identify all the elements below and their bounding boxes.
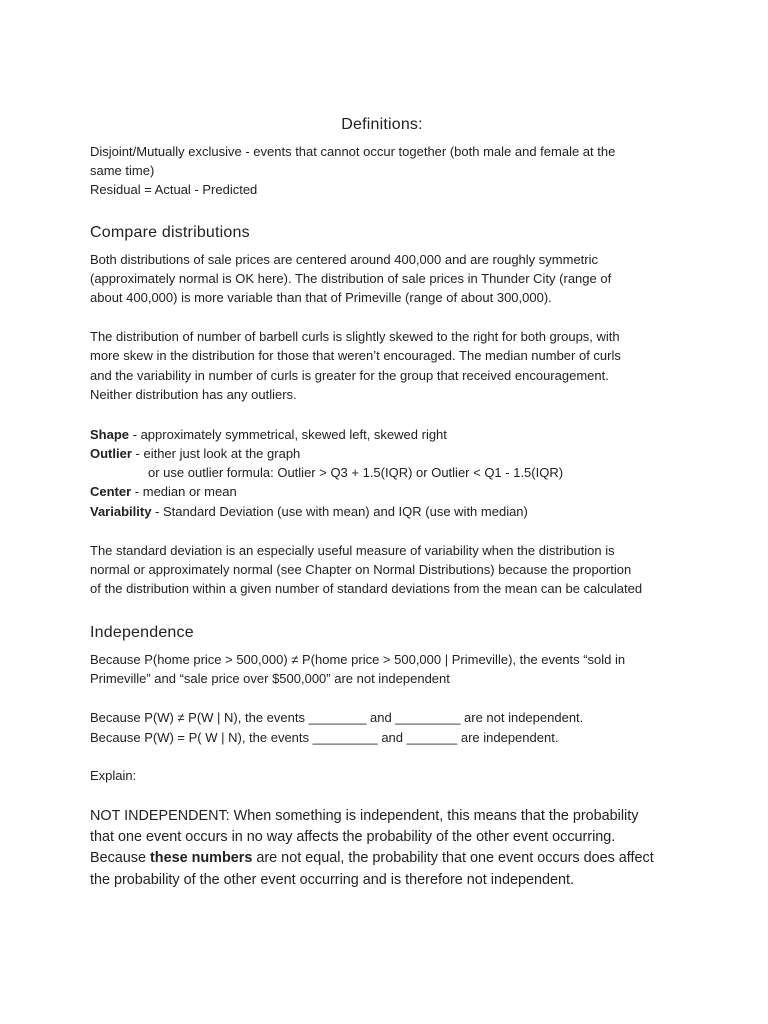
center-text: - median or mean [131, 484, 237, 499]
variability-line [90, 502, 690, 522]
outlier-formula-line: or use outlier formula: Outlier > Q3 + 1.5(IQR) or Outlier < Q1 - 1.5(IQR) [148, 465, 564, 480]
answer-line-2: that one event occurs in no way affects the probability of the other event occurring. [90, 829, 616, 845]
answer-emphasis: these numbers [150, 850, 253, 866]
definition-disjoint-line-1: Disjoint/Mutually exclusive - events that cannot occur together (both male and female at the [90, 144, 616, 159]
compare-para3-line-2: normal or approximately normal (see Chapter on Normal Distributions) because the proportion [90, 562, 632, 577]
independence-para1-line-1: Because P(home price > 500,000) ≠ P(home price > 500,000 | Primeville), the events “sold in [90, 652, 626, 667]
definition-disjoint-line-2: same time) [90, 163, 155, 178]
compare-para2-line-3: and the variability in number of curls is greater for the group that received encouragement. [90, 368, 609, 383]
shape-text: - approximately symmetrical, skewed left, skewed right [129, 427, 447, 442]
explain-label: Explain: [90, 768, 137, 783]
compare-para2-line-4: Neither distribution has any outliers. [90, 387, 297, 402]
shape-line [90, 425, 690, 445]
outlier-text: - either just look at the graph [131, 446, 301, 461]
answer-line-4: the probability of the other event occurring and is therefore not independent. [90, 872, 575, 888]
definition-residual: Residual = Actual - Predicted [90, 182, 258, 197]
not-independent-fill-line: Because P(W) ≠ P(W | N), the events ________ and _________ are not independent. [90, 710, 584, 725]
answer-line-3-pre: Because [90, 850, 151, 866]
answer-line-1: NOT INDEPENDENT: When something is independent, this means that the probability [90, 808, 639, 824]
outlier-line [90, 444, 690, 464]
compare-distributions-heading: Compare distributions [90, 224, 250, 241]
independence-para1-line-2: Primeville” and “sale price over $500,000” are not independent [90, 671, 450, 686]
variability-label: Variability [90, 504, 152, 519]
compare-para2-line-1: The distribution of number of barbell curls is slightly skewed to the right for both groups, with [90, 329, 620, 344]
compare-para1-line-1: Both distributions of sale prices are centered around 400,000 and are roughly symmetric [90, 252, 599, 267]
answer-line-3 [90, 848, 710, 869]
independent-fill-line: Because P(W) = P( W | N), the events _________ and _______ are independent. [90, 730, 559, 745]
outlier-label: Outlier [90, 446, 132, 461]
center-line [90, 482, 690, 502]
answer-line-3-post: are not equal, the probability that one event occurs does affect [252, 850, 654, 866]
shape-label: Shape [90, 427, 130, 442]
compare-para2-line-2: more skew in the distribution for those that weren’t encouraged. The median number of curls [90, 348, 621, 363]
compare-para3-line-3: of the distribution within a given number of standard deviations from the mean can be calculated [90, 581, 643, 596]
compare-para1-line-3: about 400,000) is more variable than that of Primeville (range of about 300,000). [90, 290, 552, 305]
variability-text: - Standard Deviation (use with mean) and IQR (use with median) [151, 504, 528, 519]
definitions-title: Definitions: [341, 116, 423, 133]
compare-para1-line-2: (approximately normal is OK here). The distribution of sale prices in Thunder City (range of [90, 271, 612, 286]
compare-para3-line-1: The standard deviation is an especially useful measure of variability when the distribution is [90, 543, 615, 558]
center-label: Center [90, 484, 132, 499]
independence-heading: Independence [90, 624, 194, 641]
